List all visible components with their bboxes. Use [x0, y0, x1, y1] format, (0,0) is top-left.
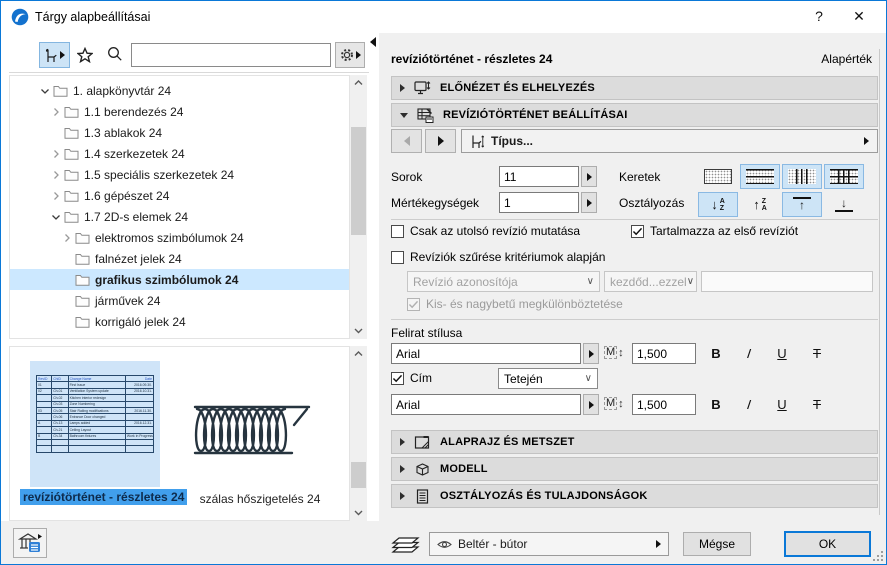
sort-descending-toggle[interactable] — [740, 192, 780, 217]
sort-align-top-toggle[interactable] — [782, 192, 822, 217]
scroll-down-icon[interactable] — [350, 323, 367, 339]
checkbox-label: Tartalmazza az első revíziót — [650, 224, 799, 238]
popup-arrow-icon — [587, 199, 592, 207]
checkbox-label: Csak az utolsó revízió mutatása — [410, 224, 581, 238]
folder-icon — [75, 231, 90, 244]
folder-icon — [75, 315, 90, 328]
sort-za-icon: ↑ Z A — [753, 197, 767, 212]
filter-revisions-checkbox-row[interactable] — [391, 250, 605, 264]
chevron-down-icon: ∨ — [586, 276, 594, 287]
next-type-button[interactable] — [425, 129, 456, 153]
search-icon[interactable] — [107, 46, 123, 62]
chevron-down-icon: ∨ — [584, 373, 592, 384]
favorites-star-icon[interactable] — [77, 47, 93, 63]
preview-label[interactable]: szálas hőszigetelés 24 — [199, 492, 321, 506]
section-label: ELŐNÉZET ÉS ELHELYEZÉS — [440, 82, 595, 94]
folder-icon — [64, 105, 79, 118]
frames-label: Keretek — [619, 170, 661, 184]
filter-criteria-value: Revízió azonosítója — [413, 274, 518, 289]
text-size-input-2[interactable] — [632, 394, 696, 415]
tree-item-label: járművek 24 — [95, 293, 161, 308]
section-classification-properties[interactable] — [391, 484, 878, 508]
frame-horizontal-icon — [746, 169, 774, 184]
underline-button[interactable]: U — [777, 396, 787, 412]
popup-arrow-icon — [587, 173, 592, 181]
section-collapsed-arrow-icon — [400, 438, 405, 446]
checkbox-label: Kis- és nagybetű megkülönböztetése — [426, 297, 623, 311]
ok-button[interactable]: OK — [784, 531, 871, 557]
layer-value: Beltér - bútor — [458, 537, 528, 551]
tree-item[interactable] — [10, 227, 349, 248]
checkbox-checked-disabled — [407, 298, 420, 311]
scrollbar-thumb[interactable] — [351, 462, 366, 488]
revision-table: RevID ChID Change Name Date 01 First Issue 2016.09.30. 02 Ch-01 Ventilation System update 2016.10.31. Ch-02 Kitchen interior redesign Ch-03 Zone Numbering 03 Ch-05 Stair Railing modifications 2016.11.30. Ch-06 Entrance Door changed A Ch-13 Lamps added 2016.12.31. Ch-21 Ceiling Layout B Ch-34 Bathroom fixtures Work in Progress — [36, 375, 154, 453]
section-expanded-arrow-icon — [400, 113, 408, 118]
frame-vertical-icon — [788, 169, 816, 184]
layer-dropdown[interactable] — [429, 532, 669, 556]
title-position-value: Tetején — [504, 371, 543, 386]
section-label: MODELL — [440, 463, 488, 475]
separator — [391, 319, 878, 320]
units-popup-button[interactable] — [581, 192, 597, 213]
title-checkbox-row[interactable] — [391, 371, 432, 385]
section-label: ALAPRAJZ ÉS METSZET — [440, 436, 575, 448]
folder-icon — [64, 210, 79, 223]
bold-button[interactable]: B — [711, 396, 721, 412]
tree-item-label: elektromos szimbólumok 24 — [95, 230, 244, 245]
help-button[interactable]: ? — [815, 8, 823, 24]
popup-arrow-icon — [864, 137, 869, 145]
frame-none-icon — [704, 169, 732, 184]
sort-az-icon: ↓ A Z — [711, 197, 725, 212]
settings-menu-button[interactable] — [335, 42, 365, 68]
font-popup-button[interactable] — [583, 394, 599, 415]
frame-vertical-toggle[interactable] — [782, 164, 822, 189]
cancel-button[interactable]: Mégse — [683, 532, 751, 556]
tree-item[interactable] — [10, 185, 349, 206]
transfer-settings-button[interactable] — [13, 528, 47, 558]
popup-arrow-icon — [589, 350, 594, 358]
sorting-label: Osztályozás — [619, 196, 685, 210]
tree-item-label: korrigáló jelek 24 — [95, 314, 186, 329]
layers-icon — [391, 534, 421, 554]
tree-item[interactable] — [10, 206, 349, 227]
popup-arrow-icon — [656, 540, 661, 548]
tree-item-label: 1.4 szerkezetek 24 — [84, 146, 185, 161]
folder-icon — [75, 294, 90, 307]
filter-operator-dropdown — [604, 271, 697, 292]
text-height-icon: M ↕ — [606, 397, 624, 410]
default-value-label: Alapérték — [821, 52, 872, 66]
resize-grip[interactable] — [873, 551, 883, 561]
search-input[interactable] — [131, 43, 331, 67]
scroll-up-icon[interactable] — [350, 75, 367, 91]
element-type-button[interactable] — [39, 42, 70, 68]
object-name: revíziótörténet - részletes 24 — [391, 52, 553, 66]
frame-grid-toggle[interactable] — [824, 164, 864, 189]
preview-scrollbar[interactable] — [350, 346, 367, 521]
tree-item-label: 1.1 berendezés 24 — [84, 104, 184, 119]
text-style-label: Felirat stílusa — [391, 326, 463, 340]
last-revision-checkbox-row[interactable] — [391, 224, 580, 238]
building-favorites-icon — [18, 532, 42, 554]
case-sensitive-checkbox-row — [407, 297, 623, 311]
bold-button[interactable]: B — [711, 345, 721, 361]
type-picker-label: Típus... — [491, 134, 533, 148]
tree-item-label: grafikus szimbólumok 24 — [95, 272, 239, 287]
chevron-right-icon[interactable] — [61, 233, 73, 243]
tree-item[interactable] — [10, 248, 349, 269]
chevron-down-icon[interactable] — [50, 212, 62, 222]
tree-item[interactable] — [10, 101, 349, 122]
underline-button[interactable]: U — [777, 345, 787, 361]
title-position-dropdown[interactable] — [498, 368, 598, 389]
tree-item[interactable] — [10, 80, 349, 101]
tree-item-selected[interactable] — [10, 269, 349, 290]
strikethrough-button[interactable]: T — [813, 345, 821, 361]
chevron-down-icon: ∨ — [686, 276, 695, 287]
sort-align-bottom-toggle[interactable] — [824, 192, 864, 217]
folder-icon — [64, 126, 79, 139]
checkbox-unchecked[interactable] — [391, 225, 404, 238]
checkbox-checked[interactable] — [391, 372, 404, 385]
rows-popup-button[interactable] — [581, 166, 597, 187]
document-list-icon — [414, 489, 431, 504]
chevron-right-icon[interactable] — [50, 170, 62, 180]
object-preview-list — [9, 346, 350, 521]
font-popup-button[interactable] — [583, 343, 599, 364]
filter-value-input — [701, 271, 873, 292]
first-revision-checkbox-row[interactable] — [631, 224, 798, 238]
gear-icon — [340, 48, 354, 62]
section-model[interactable] — [391, 457, 878, 481]
floorplan-icon — [414, 435, 431, 450]
units-label: Mértékegységek — [391, 196, 480, 210]
folder-icon — [75, 273, 90, 286]
section-preview-placement[interactable] — [391, 76, 878, 100]
preview-thumbnail-revision-table[interactable] — [30, 361, 160, 487]
type-picker-button[interactable] — [461, 129, 878, 153]
eye-icon — [437, 539, 452, 550]
cube-icon — [414, 462, 431, 477]
popup-arrow-icon — [356, 51, 361, 59]
tree-item-label: 1.6 gépészet 24 — [84, 188, 170, 203]
section-revision-settings[interactable] — [391, 103, 878, 127]
window-title: Tárgy alapbeállításai — [35, 10, 151, 24]
font-input-2[interactable] — [391, 394, 581, 415]
chair-icon — [44, 48, 58, 63]
section-collapsed-arrow-icon — [400, 465, 405, 473]
section-collapsed-arrow-icon — [400, 492, 405, 500]
rows-label: Sorok — [391, 170, 423, 184]
italic-button[interactable]: I — [746, 345, 752, 361]
chevron-down-icon[interactable] — [39, 86, 51, 96]
units-input[interactable] — [499, 192, 579, 213]
archicad-logo-icon — [11, 8, 29, 26]
chevron-right-icon[interactable] — [50, 149, 62, 159]
section-plan-section[interactable] — [391, 430, 878, 454]
tree-item[interactable] — [10, 164, 349, 185]
folder-icon — [53, 84, 68, 97]
chevron-right-icon[interactable] — [50, 107, 62, 117]
popup-arrow-icon — [589, 401, 594, 409]
filter-criteria-dropdown — [407, 271, 600, 292]
frame-grid-icon — [830, 169, 858, 184]
scroll-down-icon[interactable] — [350, 505, 367, 521]
left-arrow-icon — [404, 136, 410, 146]
popup-arrow-icon — [60, 51, 65, 59]
section-label: REVÍZIÓTÖRTÉNET BEÁLLÍTÁSAI — [443, 109, 628, 121]
title-bar — [1, 1, 886, 33]
tree-item[interactable] — [10, 290, 349, 311]
folder-icon — [64, 147, 79, 160]
library-tree — [9, 75, 350, 339]
preview-label-selected[interactable]: revíziótörténet - részletes 24 — [20, 490, 330, 504]
folder-icon — [75, 252, 90, 265]
right-arrow-icon — [438, 136, 444, 146]
checkbox-checked[interactable] — [631, 225, 644, 238]
strikethrough-button[interactable]: T — [813, 396, 821, 412]
tree-scrollbar[interactable] — [350, 75, 367, 339]
frame-horizontal-toggle[interactable] — [740, 164, 780, 189]
scrollbar-thumb[interactable] — [351, 127, 366, 235]
collapse-panel-arrow-icon[interactable] — [370, 37, 376, 47]
folder-icon — [64, 189, 79, 202]
panel-edge — [879, 49, 880, 515]
checkbox-unchecked[interactable] — [391, 251, 404, 264]
prev-type-button[interactable] — [391, 129, 422, 153]
tree-item-label: 1.5 speciális szerkezetek 24 — [84, 167, 235, 182]
align-bottom-icon: ↓ — [835, 197, 853, 212]
frame-none-toggle[interactable] — [698, 164, 738, 189]
text-size-input-1[interactable] — [632, 343, 696, 364]
font-input-1[interactable] — [391, 343, 581, 364]
tree-item[interactable] — [10, 122, 349, 143]
section-collapsed-arrow-icon — [400, 84, 405, 92]
close-button[interactable]: ✕ — [853, 7, 865, 24]
tree-item-label: falnézet jelek 24 — [95, 251, 182, 266]
folder-icon — [64, 168, 79, 181]
filter-operator-value: kezdőd...ezzel — [610, 274, 687, 289]
tree-item-label: 1.3 ablakok 24 — [84, 125, 163, 140]
chair-height-icon — [470, 134, 484, 149]
tree-item-label: 1.7 2D-s elemek 24 — [84, 209, 189, 224]
monitor-icon — [414, 81, 431, 96]
toolbar-separator — [9, 72, 369, 73]
align-top-icon: ↑ — [793, 197, 811, 212]
revision-table-icon — [417, 108, 434, 123]
text-height-icon: M ↕ — [606, 346, 624, 359]
checkbox-label: Cím — [410, 371, 432, 385]
italic-button[interactable]: I — [746, 396, 752, 412]
preview-thumbnail-insulation[interactable] — [192, 399, 312, 463]
tree-item-label: 1. alapkönyvtár 24 — [73, 83, 172, 98]
chevron-right-icon[interactable] — [50, 191, 62, 201]
tree-item[interactable] — [10, 311, 349, 332]
checkbox-label: Revíziók szűrése kritériumok alapján — [410, 250, 606, 264]
scroll-up-icon[interactable] — [350, 346, 367, 362]
section-label: OSZTÁLYOZÁS ÉS TULAJDONSÁGOK — [440, 490, 648, 502]
separator — [391, 219, 878, 220]
rows-input[interactable] — [499, 166, 579, 187]
tree-item[interactable] — [10, 143, 349, 164]
sort-ascending-toggle[interactable] — [698, 192, 738, 217]
